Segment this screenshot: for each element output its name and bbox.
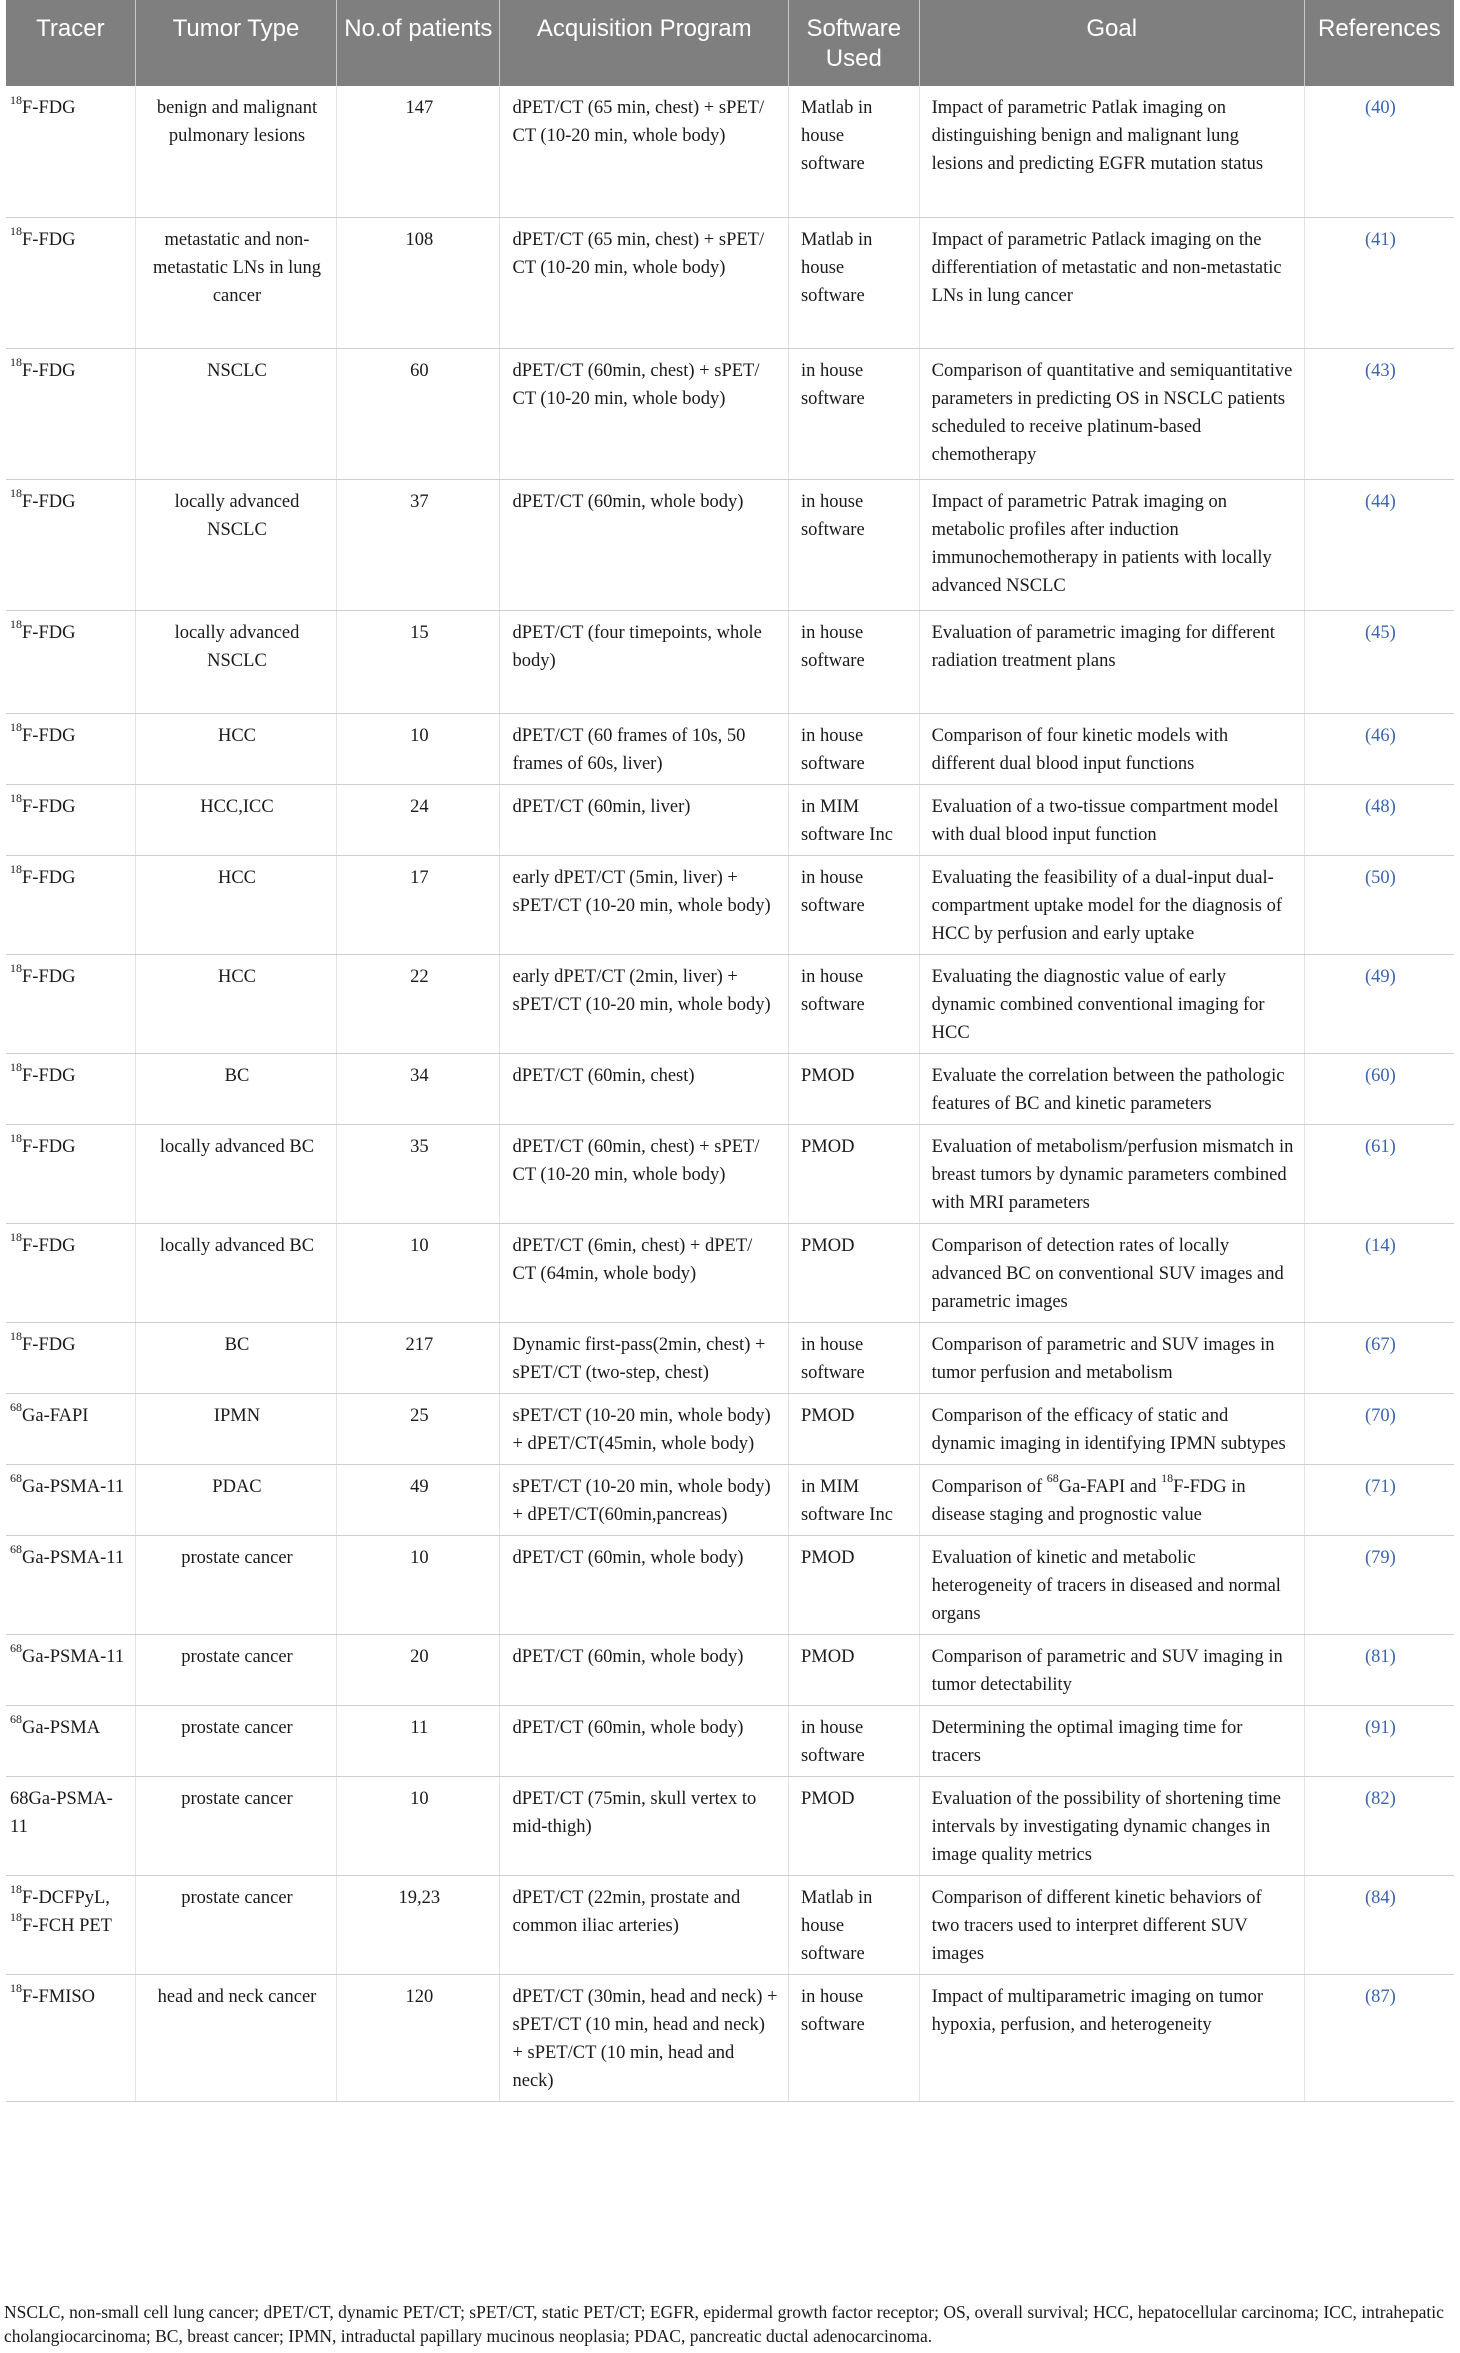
tumor-type-cell: prostate cancer: [135, 1535, 336, 1634]
goal-cell: [919, 1322, 1304, 1393]
acquisition-cell: early dPET/CT (2min, liver) + sPET/CT (10-20 min, whole body): [500, 954, 789, 1053]
goal-isotope-mass: 68: [1046, 1471, 1059, 1486]
patients-cell: 10: [337, 1223, 500, 1322]
studies-table: [6, 0, 1454, 2102]
acquisition-cell: sPET/CT (10-20 min, whole body) + dPET/CT(60min,pancreas): [500, 1464, 789, 1535]
acquisition-cell: dPET/CT (75min, skull vertex to mid-thigh): [500, 1776, 789, 1875]
reference-link[interactable]: (60): [1364, 1065, 1396, 1086]
tracer-name: F-FDG: [22, 491, 76, 512]
header-acquisition: Acquisition Program: [500, 0, 789, 86]
tracer-isotope-mass: 68: [10, 1471, 22, 1486]
tracer-isotope-mass: 18: [10, 1230, 22, 1245]
reference-cell: [1304, 855, 1454, 954]
tracer-name: F-FDG: [22, 796, 76, 817]
reference-link[interactable]: (50): [1364, 867, 1396, 888]
tumor-type-cell: BC: [135, 1053, 336, 1124]
patients-cell: 17: [337, 855, 500, 954]
tracer-isotope-mass: 68: [10, 1641, 22, 1656]
tracer-isotope-mass: 18: [10, 1131, 22, 1146]
tracer-name: F-FDG: [22, 98, 76, 118]
goal-text: Impact of parametric Patlack imaging on the differentiation of metastatic and non-metastatic LNs in lung cancer: [931, 229, 1282, 306]
tumor-type-cell: locally advanced BC: [135, 1124, 336, 1223]
goal-text: Comparison of parametric and SUV images in tumor perfusion and metabolism: [931, 1334, 1275, 1383]
tumor-type-cell: NSCLC: [135, 348, 336, 479]
tracer-cell: [6, 1223, 135, 1322]
goal-cell: [919, 86, 1304, 217]
goal-cell: [919, 1223, 1304, 1322]
tumor-type-cell: locally advanced NSCLC: [135, 610, 336, 713]
patients-cell: 20: [337, 1634, 500, 1705]
tracer-isotope-mass: 18: [10, 862, 22, 877]
acquisition-cell: Dynamic first-pass(2min, chest) + sPET/CT (two-step, chest): [500, 1322, 789, 1393]
table-body: [6, 86, 1454, 2101]
tracer-name: F-FDG: [22, 229, 76, 250]
tracer-cell: [6, 1393, 135, 1464]
header-tracer: Tracer: [6, 0, 135, 86]
reference-link[interactable]: (44): [1364, 491, 1396, 512]
tracer-name: Ga-PSMA-11: [22, 1476, 125, 1497]
goal-cell: [919, 954, 1304, 1053]
reference-cell: [1304, 610, 1454, 713]
goal-text: Impact of multiparametric imaging on tumor hypoxia, perfusion, and heterogeneity: [931, 1986, 1263, 2035]
goal-text: Evaluating the feasibility of a dual-input dual-compartment uptake model for the diagnosis of HCC by perfusion and early uptake: [931, 867, 1283, 944]
tracer-name: Ga-PSMA-11: [22, 1547, 125, 1568]
table-row: [6, 1705, 1454, 1776]
reference-link[interactable]: (14): [1364, 1235, 1396, 1256]
tumor-type-cell: prostate cancer: [135, 1634, 336, 1705]
tracer-isotope-mass: 18: [10, 92, 22, 107]
acquisition-cell: sPET/CT (10-20 min, whole body) + dPET/CT(45min, whole body): [500, 1393, 789, 1464]
software-cell: PMOD: [788, 1053, 919, 1124]
patients-cell: 49: [337, 1464, 500, 1535]
tracer-cell: [6, 855, 135, 954]
goal-text: Comparison of the efficacy of static and dynamic imaging in identifying IPMN subtypes: [931, 1405, 1286, 1454]
patients-cell: 24: [337, 784, 500, 855]
goal-text: Ga-FAPI and: [1058, 1476, 1162, 1497]
tracer-name: F-FDG: [22, 867, 76, 888]
tumor-type-cell: HCC: [135, 954, 336, 1053]
goal-cell: [919, 713, 1304, 784]
goal-text: Comparison of different kinetic behaviors of two tracers used to interpret different SUV images: [931, 1887, 1262, 1964]
reference-cell: [1304, 1974, 1454, 2101]
acquisition-cell: dPET/CT (60min, whole body): [500, 1535, 789, 1634]
tracer-name: F-FDG: [22, 622, 76, 643]
patients-cell: 15: [337, 610, 500, 713]
reference-cell: [1304, 1322, 1454, 1393]
tumor-type-cell: PDAC: [135, 1464, 336, 1535]
goal-text: Comparison of detection rates of locally advanced BC on conventional SUV images and parametric images: [931, 1235, 1284, 1312]
patients-cell: 19,23: [337, 1875, 500, 1974]
software-cell: PMOD: [788, 1535, 919, 1634]
tracer-name: Ga-PSMA-11: [22, 1646, 125, 1667]
tracer-name: F-FCH PET: [22, 1915, 112, 1936]
software-cell: PMOD: [788, 1634, 919, 1705]
patients-cell: 10: [337, 1776, 500, 1875]
patients-cell: 37: [337, 479, 500, 610]
table-row: [6, 1223, 1454, 1322]
acquisition-cell: dPET/CT (60min, liver): [500, 784, 789, 855]
header-software: Software Used: [788, 0, 919, 86]
goal-text: Evaluation of kinetic and metabolic heterogeneity of tracers in diseased and normal organs: [931, 1547, 1281, 1624]
software-cell: PMOD: [788, 1776, 919, 1875]
goal-isotope-mass: 18: [1161, 1471, 1174, 1486]
table-row: [6, 86, 1454, 217]
goal-cell: [919, 217, 1304, 348]
goal-cell: [919, 479, 1304, 610]
tracer-name: F-FDG: [22, 1136, 76, 1157]
reference-cell: [1304, 1223, 1454, 1322]
header-tumor-type: Tumor Type: [135, 0, 336, 86]
software-cell: in house software: [788, 855, 919, 954]
reference-cell: [1304, 1124, 1454, 1223]
acquisition-cell: dPET/CT (30min, head and neck) + sPET/CT (10 min, head and neck) + sPET/CT (10 min, head and neck): [500, 1974, 789, 2101]
table-row: [6, 954, 1454, 1053]
goal-text: Evaluation of the possibility of shortening time intervals by investigating dynamic changes in image quality metrics: [931, 1788, 1282, 1865]
reference-link[interactable]: (46): [1364, 725, 1396, 746]
reference-cell: [1304, 1634, 1454, 1705]
tracer-cell: [6, 1634, 135, 1705]
tracer-cell: [6, 784, 135, 855]
software-cell: in house software: [788, 348, 919, 479]
reference-cell: [1304, 1776, 1454, 1875]
tracer-isotope-mass: 18: [10, 224, 22, 239]
reference-cell: [1304, 954, 1454, 1053]
software-cell: Matlab in house software: [788, 217, 919, 348]
tracer-cell: [6, 1053, 135, 1124]
tumor-type-cell: BC: [135, 1322, 336, 1393]
goal-text: Evaluate the correlation between the pathologic features of BC and kinetic parameters: [931, 1065, 1285, 1114]
tracer-name: F-FDG: [22, 1065, 76, 1086]
tumor-type-cell: prostate cancer: [135, 1776, 336, 1875]
patients-cell: 22: [337, 954, 500, 1053]
acquisition-cell: dPET/CT (60min, chest) + sPET/ CT (10-20 min, whole body): [500, 348, 789, 479]
goal-text: Evaluation of a two-tissue compartment model with dual blood input function: [931, 796, 1279, 845]
software-cell: in house software: [788, 713, 919, 784]
reference-link[interactable]: (81): [1364, 1646, 1396, 1667]
acquisition-cell: dPET/CT (60min, whole body): [500, 1634, 789, 1705]
tracer-cell: [6, 1875, 135, 1974]
software-cell: in MIM software Inc: [788, 784, 919, 855]
tracer-name: F-FDG: [22, 1235, 76, 1256]
goal-cell: [919, 348, 1304, 479]
goal-text: Comparison of quantitative and semiquantitative parameters in predicting OS in NSCLC patients scheduled to receive platinum-based chemotherapy: [931, 360, 1293, 465]
table-row: [6, 1464, 1454, 1535]
table-row: [6, 479, 1454, 610]
tracer-cell: [6, 954, 135, 1053]
header-row: [6, 0, 1454, 86]
tracer-cell: [6, 348, 135, 479]
tracer-cell: [6, 713, 135, 784]
table-footnote: NSCLC, non-small cell lung cancer; dPET/CT, dynamic PET/CT; sPET/CT, static PET/CT; EGFR, epidermal growth factor receptor; OS, overall survival; HCC, hepatocellular carcinoma; ICC, intrahepatic cholangiocarcinoma; BC, breast cancer; IPMN, intraductal papillary mucinous neoplasia; PDAC, pancreatic ductal adenocarcinoma.: [4, 2302, 1444, 2346]
tracer-cell: [6, 1974, 135, 2101]
tracer-isotope-mass: 18: [10, 486, 22, 501]
tracer-isotope-mass: 18: [10, 355, 22, 370]
acquisition-cell: dPET/CT (22min, prostate and common iliac arteries): [500, 1875, 789, 1974]
tracer-cell: [6, 1535, 135, 1634]
tracer-name: F-FDG: [22, 360, 76, 381]
goal-cell: [919, 1776, 1304, 1875]
patients-cell: 120: [337, 1974, 500, 2101]
tumor-type-cell: benign and malignant pulmonary lesions: [135, 86, 336, 217]
acquisition-cell: early dPET/CT (5min, liver) + sPET/CT (10-20 min, whole body): [500, 855, 789, 954]
tracer-isotope-mass: 18: [10, 1910, 22, 1925]
software-cell: in house software: [788, 954, 919, 1053]
tracer-name: Ga-FAPI: [22, 1405, 89, 1426]
reference-cell: [1304, 784, 1454, 855]
patients-cell: 34: [337, 1053, 500, 1124]
patients-cell: 60: [337, 348, 500, 479]
tracer-cell: [6, 1124, 135, 1223]
goal-cell: [919, 1535, 1304, 1634]
goal-cell: [919, 1124, 1304, 1223]
goal-text: F-FDG in disease staging and prognostic value: [931, 1476, 1246, 1525]
tracer-isotope-mass: 18: [10, 791, 22, 806]
software-cell: in house software: [788, 1705, 919, 1776]
tracer-isotope-mass: 18: [10, 961, 22, 976]
goal-text: Determining the optimal imaging time for tracers: [931, 1717, 1243, 1766]
goal-cell: [919, 1705, 1304, 1776]
tracer-name: Ga-PSMA: [22, 1717, 101, 1738]
table-row: [6, 348, 1454, 479]
patients-cell: 25: [337, 1393, 500, 1464]
tumor-type-cell: HCC: [135, 855, 336, 954]
tracer-isotope-mass: 18: [10, 617, 22, 632]
table-row: [6, 855, 1454, 954]
reference-cell: [1304, 348, 1454, 479]
goal-cell: [919, 855, 1304, 954]
tracer-cell: [6, 217, 135, 348]
reference-cell: [1304, 217, 1454, 348]
patients-cell: 147: [337, 86, 500, 217]
tracer-name: F-FDG: [22, 725, 76, 746]
tracer-isotope-mass: 18: [10, 1060, 22, 1075]
reference-cell: [1304, 1535, 1454, 1634]
goal-cell: [919, 1053, 1304, 1124]
goal-cell: [919, 610, 1304, 713]
goal-text: Evaluation of parametric imaging for different radiation treatment plans: [931, 622, 1275, 671]
table-row: [6, 1053, 1454, 1124]
goal-cell: [919, 1875, 1304, 1974]
software-cell: Matlab in house software: [788, 1875, 919, 1974]
software-cell: Matlab in house software: [788, 86, 919, 217]
tracer-name: 68Ga-PSMA-11: [10, 1788, 113, 1837]
reference-link[interactable]: (67): [1364, 1334, 1396, 1355]
acquisition-cell: dPET/CT (60 frames of 10s, 50 frames of 60s, liver): [500, 713, 789, 784]
tumor-type-cell: head and neck cancer: [135, 1974, 336, 2101]
patients-cell: 11: [337, 1705, 500, 1776]
tumor-type-cell: HCC: [135, 713, 336, 784]
table-wrapper: [6, 0, 1454, 2102]
tracer-isotope-mass: 68: [10, 1400, 22, 1415]
tumor-type-cell: IPMN: [135, 1393, 336, 1464]
reference-link[interactable]: (49): [1364, 966, 1396, 987]
reference-link[interactable]: (82): [1364, 1788, 1396, 1809]
patients-cell: 10: [337, 713, 500, 784]
software-cell: PMOD: [788, 1223, 919, 1322]
tracer-cell: [6, 1705, 135, 1776]
reference-cell: [1304, 713, 1454, 784]
acquisition-cell: dPET/CT (65 min, chest) + sPET/ CT (10-20 min, whole body): [500, 217, 789, 348]
acquisition-cell: dPET/CT (60min, whole body): [500, 479, 789, 610]
table-row: [6, 1124, 1454, 1223]
reference-cell: [1304, 1053, 1454, 1124]
software-cell: in MIM software Inc: [788, 1464, 919, 1535]
goal-text: Comparison of parametric and SUV imaging in tumor detectability: [931, 1646, 1283, 1695]
header-goal: Goal: [919, 0, 1304, 86]
tracer-name: F-DCFPyL,: [22, 1887, 110, 1908]
reference-cell: [1304, 1393, 1454, 1464]
tumor-type-cell: locally advanced BC: [135, 1223, 336, 1322]
goal-cell: [919, 1634, 1304, 1705]
reference-link[interactable]: (41): [1364, 229, 1396, 250]
table-row: [6, 1322, 1454, 1393]
reference-cell: [1304, 86, 1454, 217]
software-cell: in house software: [788, 610, 919, 713]
goal-text: Comparison of: [931, 1476, 1047, 1497]
acquisition-cell: dPET/CT (four timepoints, whole body): [500, 610, 789, 713]
tracer-cell: [6, 1322, 135, 1393]
table-row: [6, 784, 1454, 855]
reference-link[interactable]: (87): [1364, 1986, 1396, 2007]
tracer-cell: [6, 1464, 135, 1535]
reference-link[interactable]: (45): [1364, 622, 1396, 643]
software-cell: in house software: [788, 1322, 919, 1393]
goal-text: Comparison of four kinetic models with different dual blood input functions: [931, 725, 1229, 774]
reference-link[interactable]: (71): [1364, 1476, 1396, 1497]
goal-text: Impact of parametric Patlak imaging on distinguishing benign and malignant lung lesions and predicting EGFR mutation status: [931, 98, 1264, 174]
software-cell: PMOD: [788, 1124, 919, 1223]
table-row: [6, 1393, 1454, 1464]
tumor-type-cell: prostate cancer: [135, 1705, 336, 1776]
tumor-type-cell: HCC,ICC: [135, 784, 336, 855]
tracer-isotope-mass: 18: [10, 1329, 22, 1344]
tracer-cell: [6, 479, 135, 610]
table-row: [6, 1974, 1454, 2101]
tracer-isotope-mass: 68: [10, 1712, 22, 1727]
tracer-cell: [6, 610, 135, 713]
acquisition-cell: dPET/CT (60min, whole body): [500, 1705, 789, 1776]
goal-text: Evaluating the diagnostic value of early dynamic combined conventional imaging for HCC: [931, 966, 1265, 1043]
table-row: [6, 1776, 1454, 1875]
software-cell: in house software: [788, 479, 919, 610]
patients-cell: 108: [337, 217, 500, 348]
tumor-type-cell: locally advanced NSCLC: [135, 479, 336, 610]
reference-link[interactable]: (43): [1364, 360, 1396, 381]
tracer-name: F-FDG: [22, 966, 76, 987]
reference-cell: [1304, 1705, 1454, 1776]
patients-cell: 217: [337, 1322, 500, 1393]
reference-cell: [1304, 479, 1454, 610]
table-row: [6, 610, 1454, 713]
acquisition-cell: dPET/CT (6min, chest) + dPET/ CT (64min, whole body): [500, 1223, 789, 1322]
tracer-name: F-FMISO: [22, 1986, 95, 2007]
goal-cell: [919, 1974, 1304, 2101]
tumor-type-cell: prostate cancer: [135, 1875, 336, 1974]
goal-text: Evaluation of metabolism/perfusion mismatch in breast tumors by dynamic parameters combined with MRI parameters: [931, 1136, 1294, 1213]
patients-cell: 35: [337, 1124, 500, 1223]
table-row: [6, 713, 1454, 784]
software-cell: in house software: [788, 1974, 919, 2101]
header-references: References: [1304, 0, 1454, 86]
tracer-isotope-mass: 18: [10, 720, 22, 735]
patients-cell: 10: [337, 1535, 500, 1634]
reference-link[interactable]: (79): [1364, 1547, 1396, 1568]
goal-cell: [919, 784, 1304, 855]
reference-link[interactable]: (84): [1364, 1887, 1396, 1908]
reference-link[interactable]: (91): [1364, 1717, 1396, 1738]
table-row: [6, 1875, 1454, 1974]
acquisition-cell: dPET/CT (65 min, chest) + sPET/ CT (10-20 min, whole body): [500, 86, 789, 217]
reference-cell: [1304, 1875, 1454, 1974]
reference-cell: [1304, 1464, 1454, 1535]
table-row: [6, 217, 1454, 348]
acquisition-cell: dPET/CT (60min, chest): [500, 1053, 789, 1124]
header-patients: No.of patients: [337, 0, 500, 86]
tracer-cell: [6, 1776, 135, 1875]
reference-link[interactable]: (48): [1364, 796, 1396, 817]
acquisition-cell: dPET/CT (60min, chest) + sPET/ CT (10-20 min, whole body): [500, 1124, 789, 1223]
goal-cell: [919, 1464, 1304, 1535]
reference-link[interactable]: (61): [1364, 1136, 1396, 1157]
table-row: [6, 1535, 1454, 1634]
goal-cell: [919, 1393, 1304, 1464]
tracer-isotope-mass: 18: [10, 1981, 22, 1996]
table-row: [6, 1634, 1454, 1705]
tracer-isotope-mass: 18: [10, 1882, 22, 1897]
goal-text: Impact of parametric Patrak imaging on metabolic profiles after induction immunochemotherapy in patients with locally advanced NSCLC: [931, 491, 1272, 596]
reference-link[interactable]: (40): [1364, 98, 1396, 118]
reference-link[interactable]: (70): [1364, 1405, 1396, 1426]
tracer-cell: [6, 86, 135, 217]
tumor-type-cell: metastatic and non-metastatic LNs in lung cancer: [135, 217, 336, 348]
tracer-isotope-mass: 68: [10, 1542, 22, 1557]
software-cell: PMOD: [788, 1393, 919, 1464]
tracer-name: F-FDG: [22, 1334, 76, 1355]
